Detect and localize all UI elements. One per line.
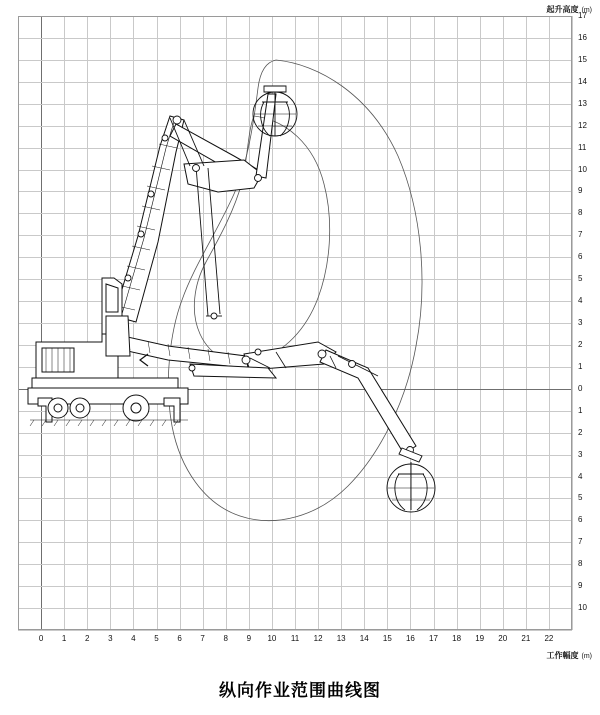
x-tick-label: 2	[85, 634, 90, 643]
x-tick-label: 12	[313, 634, 323, 643]
x-tick-label: 13	[336, 634, 346, 643]
y-tick-label: 10	[578, 603, 587, 613]
x-tick-label: 6	[177, 634, 182, 643]
y-tick-label: 14	[578, 76, 587, 86]
x-tick-label: 15	[382, 634, 392, 643]
x-tick-label: 16	[405, 634, 415, 643]
y-tick-label: 2	[578, 339, 583, 349]
y-tick-label: 7	[578, 537, 583, 547]
x-tick-label: 10	[267, 634, 277, 643]
x-axis-caption	[547, 650, 593, 661]
y-tick-label: 3	[578, 318, 583, 327]
y-tick-label: 4	[578, 296, 583, 306]
grid-vline	[572, 16, 573, 630]
slew-platform	[32, 378, 178, 388]
x-tick-label: 20	[498, 634, 508, 643]
y-tick-label: 6	[578, 252, 583, 262]
x-tick-label: 19	[475, 634, 485, 643]
y-tick-label: 5	[578, 274, 583, 284]
machine-drawing	[18, 16, 572, 630]
x-tick-label: 0	[38, 634, 44, 643]
y-tick-label: 8	[578, 559, 583, 569]
lower-main-boom	[114, 334, 248, 368]
y-tick-label: 3	[578, 449, 583, 459]
x-tick-label: 9	[246, 634, 252, 643]
plot-area	[18, 16, 572, 630]
x-tick-label: 18	[452, 634, 462, 643]
y-tick-label: 12	[578, 120, 587, 130]
y-tick-label: 1	[578, 361, 583, 371]
y-axis-caption-text: 起升高度	[546, 5, 579, 14]
boom-foot	[106, 316, 130, 356]
x-tick-label: 5	[154, 634, 159, 643]
y-tick-label: 9	[578, 186, 583, 196]
x-axis-caption-text: 工作幅度	[546, 651, 579, 660]
x-tick-label: 8	[223, 634, 228, 643]
y-tick-label: 13	[578, 98, 587, 108]
x-tick-label: 7	[200, 634, 205, 643]
y-tick-label: 10	[578, 164, 587, 174]
upper-grab-bucket	[253, 86, 297, 136]
x-tick-label: 1	[61, 634, 67, 643]
y-tick-label: 4	[578, 471, 583, 481]
upper-main-boom	[114, 116, 184, 322]
y-tick-label: 0	[578, 383, 583, 393]
y-axis-unit: (m)	[581, 7, 592, 14]
lower-grab-bucket	[387, 448, 435, 512]
y-tick-label: 1	[578, 405, 583, 415]
y-tick-label: 6	[578, 515, 583, 525]
x-tick-label: 3	[108, 634, 113, 643]
y-tick-label: 9	[578, 581, 583, 591]
ground-hatching	[30, 420, 188, 426]
y-tick-label: 2	[578, 427, 583, 437]
y-tick-label: 11	[578, 142, 587, 152]
x-tick-label: 22	[544, 634, 554, 643]
y-tick-label: 5	[578, 493, 583, 503]
grid-hline	[18, 630, 572, 631]
figure-title: 纵向作业范围曲线图	[219, 681, 381, 701]
y-tick-label: 8	[578, 208, 583, 218]
x-tick-label: 4	[131, 634, 136, 643]
y-tick-label: 16	[578, 32, 587, 42]
x-tick-label: 14	[359, 634, 369, 643]
x-tick-label: 21	[521, 634, 531, 643]
y-tick-label: 17	[578, 11, 587, 20]
x-tick-label: 11	[290, 634, 300, 643]
operator-cab-window	[106, 284, 118, 312]
y-tick-label: 7	[578, 230, 583, 240]
y-tick-label: 15	[578, 54, 587, 64]
x-tick-label: 17	[429, 634, 438, 643]
outrigger-front	[164, 398, 180, 422]
x-axis-unit: (m)	[581, 653, 592, 660]
envelope-outer-path	[168, 60, 422, 521]
